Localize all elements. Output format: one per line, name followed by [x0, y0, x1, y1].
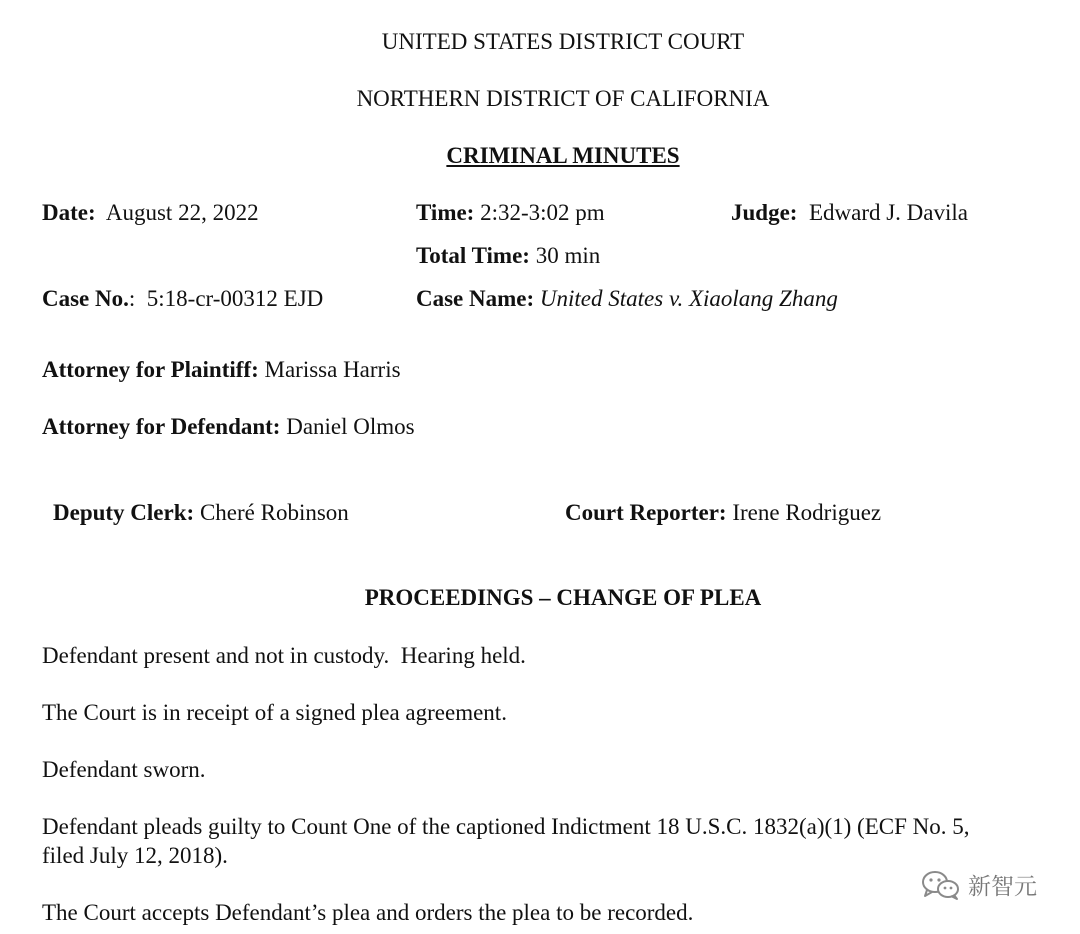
date-value: August 22, 2022	[105, 200, 259, 225]
proceedings-paragraph-5: The Court accepts Defendant’s plea and orders the plea to be recorded.	[42, 900, 694, 925]
defendant-attorney-field	[42, 413, 415, 441]
case-no-value: : 5:18-cr-00312 EJD	[128, 286, 324, 311]
court-name: UNITED STATES DISTRICT COURT	[381, 29, 745, 54]
date-label: Date:	[42, 200, 96, 225]
case-name-label: Case Name:	[416, 286, 535, 311]
judge-value: Edward J. Davila	[808, 200, 968, 225]
watermark	[920, 868, 1037, 901]
watermark-text: 新智元	[968, 874, 1037, 900]
plaintiff-attorney-field	[42, 356, 401, 384]
document-title	[0, 142, 1080, 170]
case-no-field	[42, 285, 323, 313]
proceedings-paragraph-4-line-2: filed July 12, 2018).	[42, 843, 228, 868]
judge-field	[731, 199, 968, 227]
deputy-clerk-field	[53, 499, 349, 527]
court-reporter-value: Irene Rodriguez	[732, 500, 882, 525]
proceedings-paragraph-4-line-1: Defendant pleads guilty to Count One of the captioned Indictment 18 U.S.C. 1832(a)(1) (ECF No. 5,	[42, 814, 970, 839]
case-name-field	[416, 285, 838, 313]
document-title-text: CRIMINAL MINUTES	[446, 143, 680, 168]
time-label: Time:	[416, 200, 475, 225]
wechat-icon	[920, 869, 962, 901]
plaintiff-attorney-label: Attorney for Plaintiff:	[42, 357, 259, 382]
defendant-attorney-label: Attorney for Defendant:	[42, 414, 281, 439]
case-name-value: United States v. Xiaolang Zhang	[539, 286, 838, 311]
proceedings-paragraph-1: Defendant present and not in custody. Hearing held.	[42, 643, 526, 668]
deputy-clerk-label: Deputy Clerk:	[53, 500, 195, 525]
district-name: NORTHERN DISTRICT OF CALIFORNIA	[356, 86, 770, 111]
defendant-attorney-value: Daniel Olmos	[286, 414, 415, 439]
time-value: 2:32-3:02 pm	[480, 200, 605, 225]
court-reporter-field	[565, 499, 881, 527]
deputy-clerk-value: Cheré Robinson	[199, 500, 349, 525]
judge-label: Judge:	[731, 200, 798, 225]
proceedings-heading-text: PROCEEDINGS – CHANGE OF PLEA	[364, 585, 762, 610]
plaintiff-attorney-value: Marissa Harris	[264, 357, 401, 382]
proceedings-heading	[0, 584, 1080, 612]
total-time-value: 30 min	[535, 243, 601, 268]
total-time-label: Total Time:	[416, 243, 530, 268]
proceedings-paragraph-2: The Court is in receipt of a signed plea agreement.	[42, 700, 507, 725]
case-no-label: Case No.	[42, 286, 129, 311]
court-reporter-label: Court Reporter:	[565, 500, 727, 525]
total-time-field	[416, 242, 600, 270]
date-field	[42, 199, 259, 227]
time-field	[416, 199, 605, 227]
proceedings-paragraph-3: Defendant sworn.	[42, 757, 206, 782]
